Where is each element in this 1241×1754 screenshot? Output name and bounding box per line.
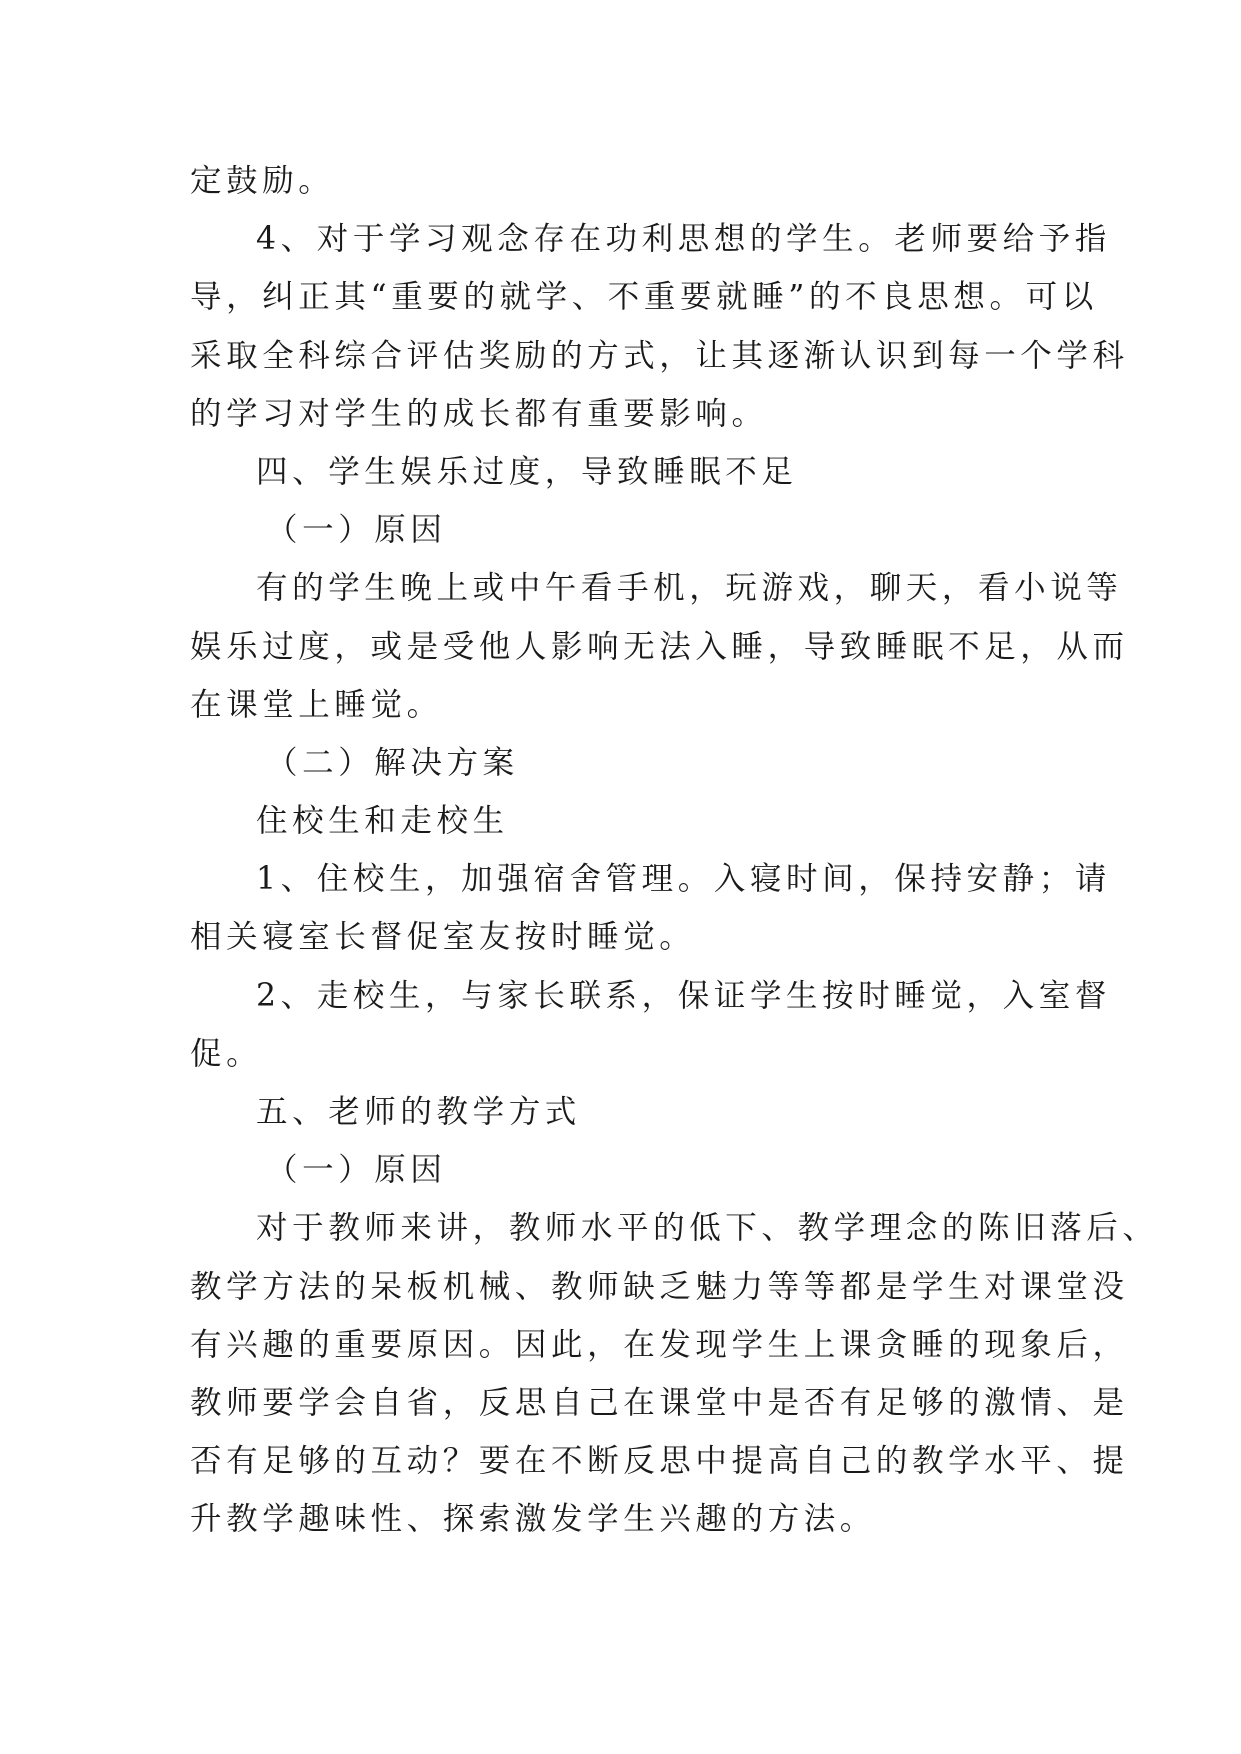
- paragraph-line: 导，纠正其“重要的就学、不重要就睡”的不良思想。可以: [190, 279, 1098, 316]
- paragraph-line: 在课堂上睡觉。: [190, 686, 443, 723]
- paragraph-line: 1、住校生，加强宿舍管理。入寝时间，保持安静；请: [256, 861, 1111, 898]
- paragraph-line: 有的学生晚上或中午看手机，玩游戏，聊天，看小说等: [256, 570, 1123, 607]
- paragraph-line: 定鼓励。: [190, 163, 335, 199]
- subsection-heading: （一）原因: [266, 512, 447, 549]
- section-heading: 五、老师的教学方式: [256, 1094, 581, 1130]
- document-body: [190, 152, 1159, 1549]
- paragraph-line: 的学习对学生的成长都有重要影响。: [190, 395, 768, 432]
- paragraph-line: 否有足够的互动？要在不断反思中提高自己的教学水平、提: [190, 1443, 1129, 1480]
- paragraph-line: 促。: [190, 1035, 263, 1072]
- paragraph-line: 对于教师来讲，教师水平的低下、教学理念的陈旧落后、: [256, 1210, 1159, 1247]
- paragraph-line: 相关寝室长督促室友按时睡觉。: [190, 919, 696, 956]
- paragraph-line: 住校生和走校生: [256, 803, 509, 840]
- paragraph-line: 教学方法的呆板机械、教师缺乏魅力等等都是学生对课堂没: [190, 1268, 1129, 1305]
- subsection-heading: （一）原因: [266, 1152, 447, 1189]
- subsection-heading: （二）解决方案: [266, 744, 519, 781]
- paragraph-line: 采取全科综合评估奖励的方式，让其逐渐认识到每一个学科: [190, 337, 1129, 374]
- paragraph-line: 娱乐过度，或是受他人影响无法入睡，导致睡眠不足，从而: [190, 628, 1129, 665]
- paragraph-line: 4、对于学习观念存在功利思想的学生。老师要给予指: [256, 221, 1111, 258]
- paragraph-line: 有兴趣的重要原因。因此，在发现学生上课贪睡的现象后，: [190, 1326, 1129, 1363]
- paragraph-line: 教师要学会自省，反思自己在课堂中是否有足够的激情、是: [190, 1384, 1129, 1421]
- section-heading: 四、学生娱乐过度，导致睡眠不足: [256, 453, 798, 490]
- paragraph-line: 升教学趣味性、探索激发学生兴趣的方法。: [190, 1501, 876, 1538]
- paragraph-line: 2、走校生，与家长联系，保证学生按时睡觉，入室督: [256, 977, 1111, 1014]
